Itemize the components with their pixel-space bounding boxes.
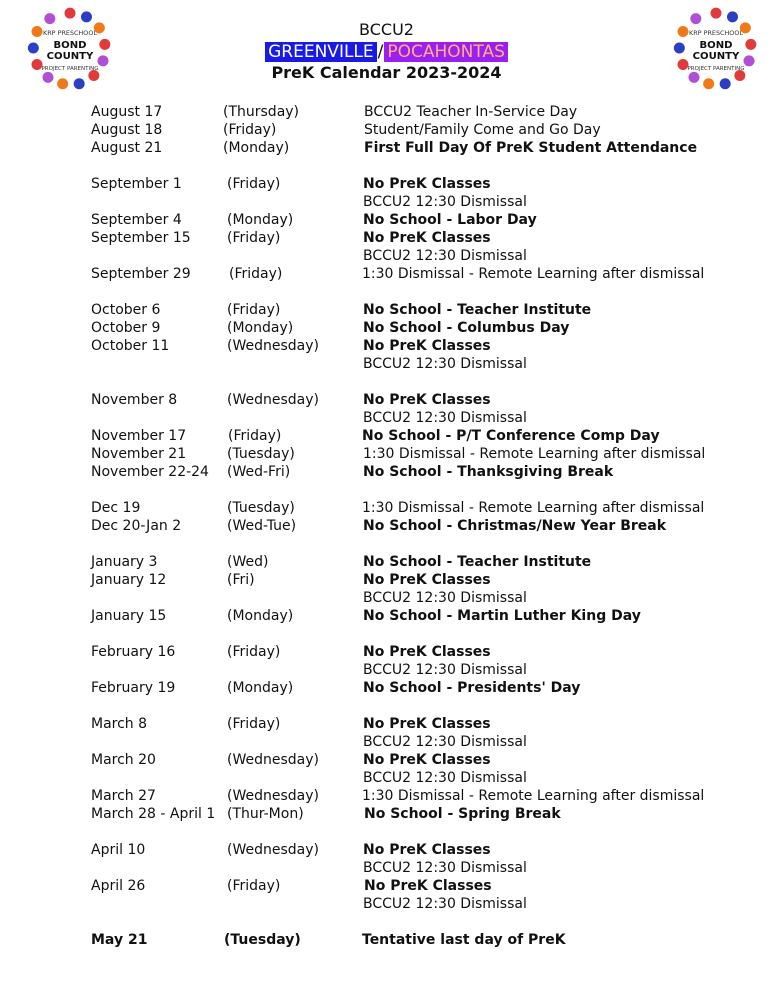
entry-event: No School - Spring Break [364, 806, 561, 822]
entry-event: Tentative last day of PreK [362, 932, 566, 948]
entry-event: No PreK Classes [363, 572, 491, 588]
entry-date: September 15 [91, 230, 191, 246]
calendar-entry-note [0, 247, 773, 265]
entry-date: October 6 [91, 302, 161, 318]
calendar-entry [0, 841, 773, 859]
entry-date: August 17 [91, 104, 163, 120]
entry-weekday: (Friday) [228, 428, 282, 444]
entry-date: January 15 [91, 608, 167, 624]
entry-date: August 21 [91, 140, 163, 156]
entry-event: No PreK Classes [363, 176, 491, 192]
calendar-entry [0, 553, 773, 571]
entry-date: Dec 19 [91, 500, 141, 516]
entry-date: November 21 [91, 446, 187, 462]
calendar-entry [0, 175, 773, 193]
entry-event: BCCU2 12:30 Dismissal [363, 356, 527, 372]
entry-event: No School - Thanksgiving Break [363, 464, 614, 480]
entry-weekday: (Wed-Tue) [227, 518, 297, 534]
entry-weekday: (Wednesday) [227, 752, 319, 768]
calendar-entry [0, 787, 773, 805]
entry-date: March 27 [91, 788, 156, 804]
calendar-entry [0, 139, 773, 157]
entry-date: January 3 [91, 554, 158, 570]
entry-event: No School - Labor Day [363, 212, 537, 228]
entry-weekday: (Thur-Mon) [227, 806, 304, 822]
entry-weekday: (Wednesday) [227, 338, 319, 354]
entry-date: September 4 [91, 212, 182, 228]
entry-event: No School - P/T Conference Comp Day [362, 428, 660, 444]
entry-weekday: (Friday) [223, 122, 277, 138]
entry-weekday: (Monday) [227, 680, 294, 696]
entry-weekday: (Tuesday) [224, 932, 301, 948]
entry-weekday: (Tuesday) [227, 500, 295, 516]
entry-date: March 20 [91, 752, 156, 768]
entry-date: April 26 [91, 878, 146, 894]
entry-weekday: (Friday) [227, 644, 281, 660]
svg-text:COUNTY: COUNTY [46, 51, 94, 62]
entry-date: October 11 [91, 338, 170, 354]
entry-event: BCCU2 12:30 Dismissal [363, 248, 527, 264]
entry-date: February 16 [91, 644, 176, 660]
svg-text:BOND: BOND [53, 40, 87, 51]
calendar-entry [0, 571, 773, 589]
entry-date: February 19 [91, 680, 176, 696]
entry-weekday: (Thursday) [223, 104, 300, 120]
entry-event: BCCU2 12:30 Dismissal [363, 734, 527, 750]
entry-date: September 1 [91, 176, 182, 192]
entry-event: 1:30 Dismissal - Remote Learning after dismissal [362, 788, 705, 804]
entry-weekday: (Wednesday) [227, 788, 319, 804]
entry-date: January 12 [91, 572, 167, 588]
svg-text:PROJECT PARENTING: PROJECT PARENTING [687, 66, 745, 73]
entry-event: No School - Martin Luther King Day [363, 608, 641, 624]
entry-weekday: (Wednesday) [227, 392, 319, 408]
calendar-entry [0, 877, 773, 895]
svg-text:BOND: BOND [699, 40, 733, 51]
calendar-entry-note [0, 193, 773, 211]
entry-event: No PreK Classes [363, 716, 491, 732]
calendar-entry [0, 445, 773, 463]
entry-event: BCCU2 12:30 Dismissal [363, 770, 527, 786]
entry-date: March 8 [91, 716, 148, 732]
entry-event: No PreK Classes [363, 230, 491, 246]
entry-event: No School - Teacher Institute [363, 554, 592, 570]
svg-text:KRP PRESCHOOL: KRP PRESCHOOL [689, 29, 743, 38]
calendar-entry [0, 517, 773, 535]
calendar-entry [0, 805, 773, 823]
calendar-entry [0, 931, 773, 949]
calendar-entry [0, 715, 773, 733]
entry-event: BCCU2 12:30 Dismissal [363, 896, 527, 912]
entry-weekday: (Friday) [227, 716, 281, 732]
entry-weekday: (Wed-Fri) [227, 464, 291, 480]
entry-date: October 9 [91, 320, 161, 336]
entry-event: 1:30 Dismissal - Remote Learning after dismissal [363, 446, 706, 462]
calendar-entry-note [0, 355, 773, 373]
calendar-entry-note [0, 661, 773, 679]
calendar-entry [0, 463, 773, 481]
entry-event: First Full Day Of PreK Student Attendance [364, 140, 698, 156]
calendar-entry [0, 643, 773, 661]
calendar-entry-note [0, 589, 773, 607]
entry-weekday: (Friday) [227, 176, 281, 192]
calendar-entry-note [0, 895, 773, 913]
calendar-entry-note [0, 409, 773, 427]
entry-date: March 28 - April 1 [91, 806, 216, 822]
entry-event: Student/Family Come and Go Day [364, 122, 601, 138]
entry-weekday: (Monday) [223, 140, 290, 156]
entry-weekday: (Fri) [227, 572, 255, 588]
entry-event: BCCU2 12:30 Dismissal [363, 410, 527, 426]
entry-event: No School - Presidents' Day [363, 680, 581, 696]
entry-event: No PreK Classes [363, 338, 491, 354]
calendar-entry [0, 121, 773, 139]
calendar-entry [0, 319, 773, 337]
entry-event: BCCU2 12:30 Dismissal [363, 194, 527, 210]
calendar-entry [0, 607, 773, 625]
entry-date: April 10 [91, 842, 146, 858]
entry-event: BCCU2 12:30 Dismissal [363, 860, 527, 876]
svg-text:PROJECT PARENTING: PROJECT PARENTING [41, 66, 99, 73]
entry-weekday: (Friday) [229, 266, 283, 282]
entry-event: BCCU2 12:30 Dismissal [363, 590, 527, 606]
entry-date: September 29 [91, 266, 191, 282]
calendar-entry [0, 211, 773, 229]
entry-date: November 8 [91, 392, 178, 408]
entry-event: 1:30 Dismissal - Remote Learning after dismissal [362, 500, 705, 516]
entry-event: BCCU2 12:30 Dismissal [363, 662, 527, 678]
entry-event: No PreK Classes [363, 644, 491, 660]
calendar-entry-note [0, 859, 773, 877]
calendar-entry-note [0, 733, 773, 751]
page-title: PreK Calendar 2023-2024 [271, 63, 502, 82]
entry-weekday: (Monday) [227, 608, 294, 624]
entry-weekday: (Friday) [227, 302, 281, 318]
entry-event: No PreK Classes [363, 842, 491, 858]
entry-weekday: (Monday) [227, 212, 294, 228]
calendar-entry [0, 499, 773, 517]
svg-text:COUNTY: COUNTY [692, 51, 740, 62]
calendar-entry [0, 301, 773, 319]
entry-weekday: (Monday) [227, 320, 294, 336]
entry-event: BCCU2 Teacher In-Service Day [364, 104, 578, 120]
calendar-entry [0, 265, 773, 283]
entry-event: No PreK Classes [364, 878, 492, 894]
calendar-entry [0, 229, 773, 247]
entry-date: August 18 [91, 122, 163, 138]
entry-weekday: (Tuesday) [227, 446, 295, 462]
entry-date: November 17 [91, 428, 187, 444]
calendar-entry-note [0, 769, 773, 787]
entry-date: May 21 [91, 932, 148, 948]
entry-event: No School - Christmas/New Year Break [363, 518, 667, 534]
calendar-entry [0, 751, 773, 769]
entry-event: No School - Columbus Day [363, 320, 570, 336]
entry-event: No PreK Classes [363, 392, 491, 408]
school-greenville-label: GREENVILLE [265, 42, 377, 62]
calendar-entry [0, 103, 773, 121]
entry-weekday: (Wednesday) [227, 842, 319, 858]
calendar-entry [0, 337, 773, 355]
entry-event: No PreK Classes [363, 752, 491, 768]
calendar-entry [0, 427, 773, 445]
entry-event: No School - Teacher Institute [363, 302, 592, 318]
entry-weekday: (Friday) [227, 230, 281, 246]
district-name: BCCU2 [359, 20, 414, 39]
school-pocahontas-label: POCAHONTAS [384, 42, 508, 62]
school-separator: / [377, 42, 384, 62]
entry-weekday: (Wed) [227, 554, 269, 570]
calendar-entry [0, 391, 773, 409]
calendar-entry [0, 679, 773, 697]
svg-text:KRP PRESCHOOL: KRP PRESCHOOL [43, 29, 97, 38]
entry-weekday: (Friday) [227, 878, 281, 894]
entry-event: 1:30 Dismissal - Remote Learning after dismissal [362, 266, 705, 282]
entry-date: Dec 20-Jan 2 [91, 518, 182, 534]
entry-date: November 22-24 [91, 464, 209, 480]
